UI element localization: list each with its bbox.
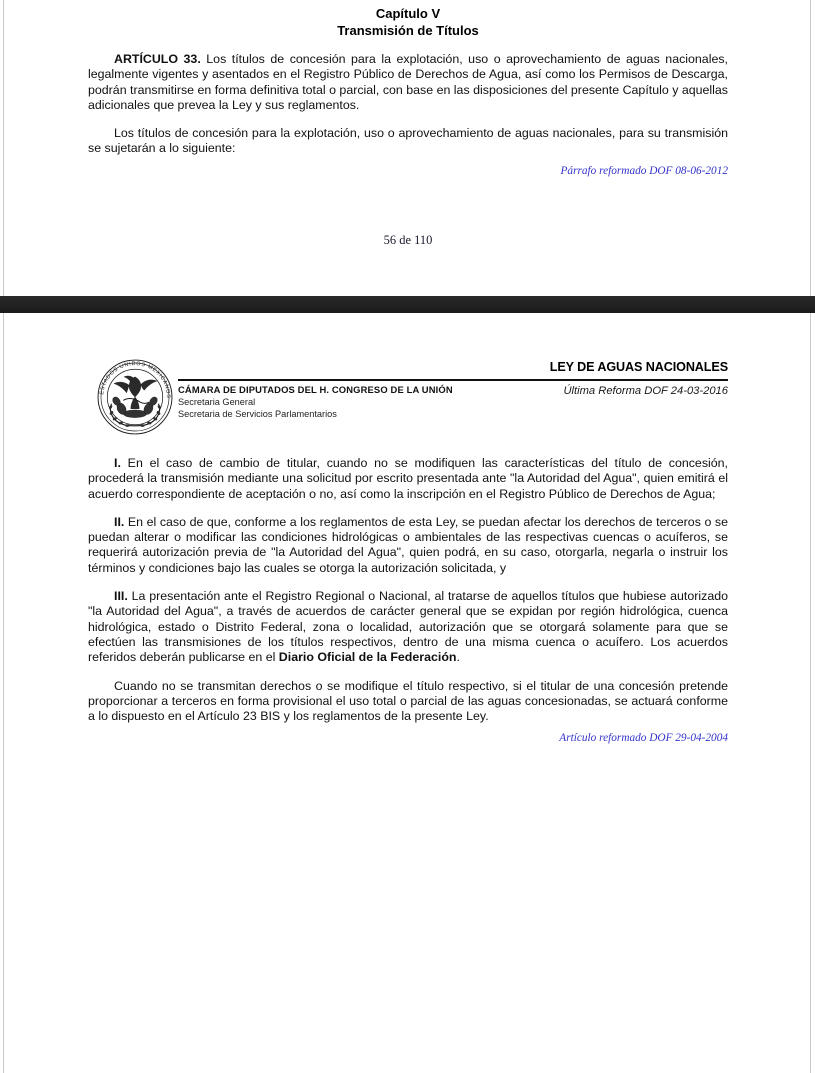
page-2-body xyxy=(88,456,728,745)
fraction-iii-text-part2: . xyxy=(456,650,460,665)
article-33-label: ARTÍCULO 33. xyxy=(114,52,201,66)
secretariat-services-label: Secretaria de Servicios Parlamentarios xyxy=(178,409,337,419)
fraction-i-paragraph xyxy=(88,456,728,502)
fraction-ii-label: II. xyxy=(114,514,125,529)
issuer-label: CÁMARA DE DIPUTADOS DEL H. CONGRESO DE LA UNIÓN xyxy=(178,384,453,395)
fraction-i-text: En el caso de cambio de titular, cuando no se modifiquen las características del título de concesión, procederá la transmisión mediante una solicitud por escrito presentada ante "la Autoridad del Agua", quien emitirá el acuerdo correspondiente de aceptación o no, así como la inscripción en el Registro Público de Derechos de Agua; xyxy=(88,456,728,501)
letterhead xyxy=(88,352,728,448)
fraction-iii-text-part1: La presentación ante el Registro Regional o Nacional, al tratarse de aquellos títulos que hubiese autorizado "la Autoridad del Agua", a través de acuerdos de carácter general que se expidan por región hidrológica, cuenca hidrológica, estado o Distrito Federal, zona o localidad, autorización que se otorgará solamente para que se efectúen las transmisiones de los títulos respectivos, dentro de una misma cuenca o acuífero. Los acuerdos referidos deberán publicarse en el xyxy=(88,589,728,665)
last-reform-label: Última Reforma DOF 24-03-2016 xyxy=(563,385,728,397)
chapter-label: Capítulo V xyxy=(375,6,441,21)
reform-note-page-2: Artículo reformado DOF 29-04-2004 xyxy=(559,732,728,745)
article-33-paragraph xyxy=(88,52,728,113)
reform-note-page-1: Párrafo reformado DOF 08-06-2012 xyxy=(560,164,728,177)
svg-text:ESTADOS UNIDOS MEXICANOS: ESTADOS UNIDOS MEXICANOS xyxy=(99,361,171,399)
chapter-heading xyxy=(88,6,728,39)
page-separator-band xyxy=(0,296,815,313)
fraction-iii-paragraph xyxy=(88,589,728,665)
fraction-ii-text: En el caso de que, conforme a los reglamentos de esta Ley, se puedan afectar los derechos de terceros o se puedan alterar o modificar las condiciones hidrológicas o ambientales de las respectivas cuencas o acuíferos, se requerirá autorización previa de "la Autoridad del Agua", quien podrá, en su caso, otorgarla, negarla o instruir los términos y condiciones bajo las cuales se otorga la autorización solicitada, y xyxy=(88,514,728,575)
secretariat-general-label: Secretaria General xyxy=(178,397,256,407)
page-1-body xyxy=(88,52,728,178)
fraction-iii-label: III. xyxy=(114,589,128,604)
coat-of-arms-seal-icon xyxy=(93,355,177,439)
final-paragraph: Cuando no se transmitan derechos o se modifique el título respectivo, si el titular de una concesión pretende proporcionar a terceros en forma provisional el uso total o parcial de las aguas concesionadas, se actuará conforme a lo dispuesto en el Artículo 23 BIS y los reglamentos de la presente Ley. xyxy=(88,678,728,724)
chapter-title: Transmisión de Títulos xyxy=(337,22,479,38)
law-title: LEY DE AGUAS NACIONALES xyxy=(549,360,728,374)
article-33-second-paragraph: Los títulos de concesión para la explotación, uso o aprovechamiento de aguas nacionales, para su transmisión se sujetarán a lo siguiente: xyxy=(88,126,728,156)
article-33-text: Los títulos de concesión para la explotación, uso o aprovechamiento de aguas nacionales, legalmente vigentes y asentados en el Registro Público de Derechos de Agua, así como los Permisos de Descarga, podrán transmitirse en forma definitiva total o parcial, con base en las disposiciones del presente Capítulo y aquellas adicionales que prevea la Ley y sus reglamentos. xyxy=(88,52,728,112)
fraction-i-label: I. xyxy=(114,456,121,470)
diario-oficial-reference: Diario Oficial de la Federación xyxy=(278,650,457,665)
fraction-ii-paragraph xyxy=(88,515,728,576)
page-number-footer: 56 de 110 xyxy=(383,233,433,247)
letterhead-divider xyxy=(178,379,728,381)
